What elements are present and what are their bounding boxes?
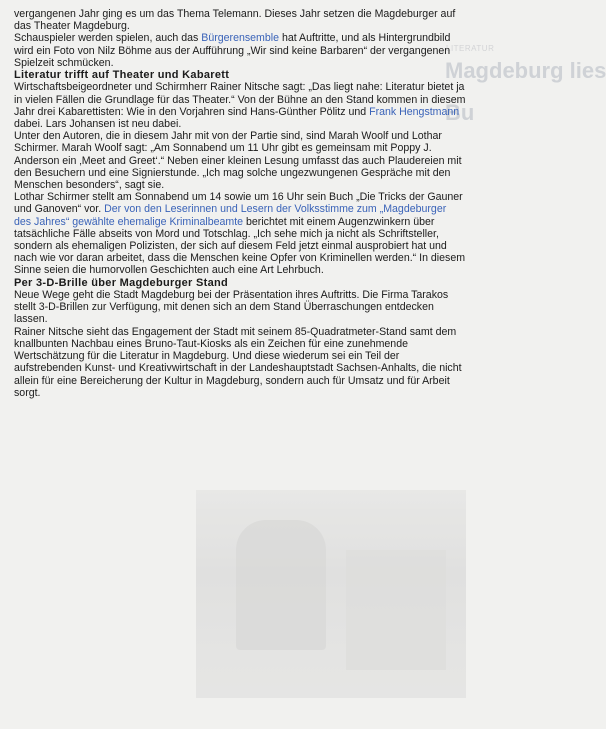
paragraph-schirmer <box>14 191 466 276</box>
paragraph-intro <box>14 8 466 32</box>
subheading-literature-theater: Literatur trifft auf Theater und Kabarett <box>14 69 230 82</box>
paragraph-nitsche <box>14 81 466 130</box>
paragraph-schirmer-text-b: berichtet mit einem Augenzwinkern über tatsächliche Fälle abseits von Mord und Totschlag. „Ich sehe mich ja nicht als Schriftsteller, sondern als ehemaligen Polizisten, der sich auf diesem Feld jetzt einmal ausprobiert hat und nach wie vor daran arbeitet, dass die Menschen keine Opfer von Kriminellen werden.“ In diesem Sinne seien die humorvollen Geschichten auch eine Art Lehrbuch. <box>14 215 466 277</box>
paragraph-nitsche-text-b: dabei. Lars Johansen ist neu dabei. <box>14 118 182 131</box>
link-frank-hengstmann[interactable]: Frank Hengstmann <box>369 105 460 118</box>
bleed-headline-2: Bu <box>445 100 475 125</box>
paragraph-engagement: Rainer Nitsche sieht das Engagement der Stadt mit seinem 85-Quadratmeter-Stand samt dem knallbunten Nachbau eines Bruno-Taut-Kiosks als ein Zeichen für eine zunehmende Wertschätzung für die Literatur in Magdeburg. Und diese wiederum sei ein Teil der aufstrebenden Kunst- und Kreativwirtschaft in der Landeshauptstadt Sachsen-Anhalts, die nicht allein für eine Bereicherung der Kultur in Magdeburg, sondern auch für Umsatz und für Arbeit sorgt. <box>14 325 462 399</box>
bleed-headline-1: Magdeburg lies <box>445 58 606 83</box>
paragraph-intro-text: vergangenen Jahr ging es um das Thema Telemann. Dieses Jahr setzen die Magdeburger auf das Theater Magdeburg. <box>14 8 456 33</box>
article-body <box>14 8 466 399</box>
paragraph-actors-text-a: Schauspieler werden spielen, auch das <box>14 32 202 45</box>
paragraph-actors <box>14 32 466 69</box>
paragraph-schirmer-text-a: Lothar Schirmer stellt am Sonnabend um 14 sowie um 16 Uhr sein Buch „Die Tricks der Gauner und Ganoven“ vor. <box>14 191 463 216</box>
link-magdeburger-des-jahres[interactable]: Der von den Leserinnen und Lesern der Volksstimme zum „Magdeburger des Jahres“ gewählte ehemalige Kriminalbeamte <box>14 203 447 228</box>
paragraph-nitsche-text-a: Wirtschaftsbeigeordneter und Schirmherr Rainer Nitsche sagt: „Das liegt nahe: Literatur bietet ja in vielen Fällen die Grundlage für das Theater.“ Von der Bühne an den Stand kommen in diesem Jahr drei Kabarettisten: Wie in den Vorjahren sind Hans-Günther Pölitz und <box>14 81 466 118</box>
bleed-photo <box>196 490 466 698</box>
paragraph-tarakos: Neue Wege geht die Stadt Magdeburg bei der Präsentation ihres Auftritts. Die Firma Tarakos stellt 3-D-Brillen zur Verfügung, mit denen sich an dem Stand Überraschungen entdecken lassen. <box>14 289 449 326</box>
bleed-kicker: LITERATUR <box>446 44 495 53</box>
paragraph-authors: Unter den Autoren, die in diesem Jahr mit von der Partie sind, sind Marah Woolf und Lothar Schirmer. Marah Woolf sagt: „Am Sonnabend um 11 Uhr gibt es gemeinsam mit Poppy J. Anderson ein ‚Meet and Greet‘.“ Neben einer kleinen Lesung umfasst das auch Plaudereien mit den Besuchern und eine Signierstunde. „Ich mag solche ungezwungenen Gespräche mit den Menschen besonders“, sagt sie. <box>14 130 462 192</box>
paragraph-actors-text-b: hat Auftritte, und als Hintergrundbild wird ein Foto von Nilz Böhme aus der Aufführung „Wir sind keine Barbaren“ der vergangenen Spielzeit schmücken. <box>14 32 451 69</box>
subheading-3d-glasses: Per 3-D-Brille über Magdeburger Stand <box>14 276 229 289</box>
link-buergerensemble[interactable]: Bürgerensemble <box>201 32 280 45</box>
